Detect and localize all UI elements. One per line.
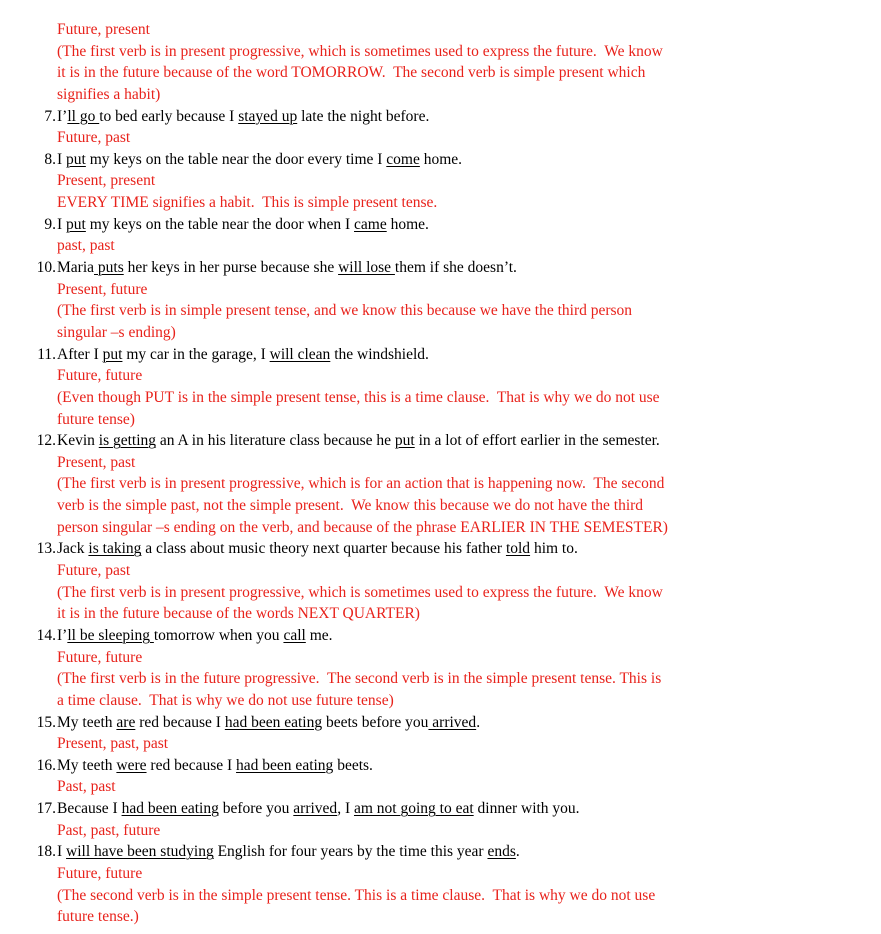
answer-text: Past, past, future [57, 821, 161, 839]
top-answer-block [0, 19, 881, 106]
sentence-text: in a lot of effort earlier in the semester. [414, 432, 660, 450]
explanation-line: it is in the future because of the words NEXT QUARTER) [57, 605, 420, 623]
item-number: 13. [36, 540, 56, 558]
sentence-text: red because I [146, 756, 237, 774]
exercise-sentence [0, 712, 881, 734]
underlined-verb: puts [94, 259, 124, 277]
underlined-verb: stayed up [238, 107, 298, 125]
exercise-sentence [0, 538, 881, 560]
explanation-line: person singular –s ending on the verb, and because of the phrase EARLIER IN THE SEMESTER) [57, 518, 668, 536]
exercise-sentence [0, 344, 881, 366]
answer-text: Present, present [57, 172, 156, 190]
answer-text: Present, past, past [57, 735, 169, 753]
exercise-sentence [0, 214, 881, 236]
answer-text: Present, past [57, 453, 136, 471]
sentence-text: Because I [57, 800, 122, 818]
explanation-line: (The first verb is in present progressive, which is for an action that is happening now. The second [57, 475, 665, 493]
item-number: 9. [44, 215, 56, 233]
sentence-text: I [57, 843, 67, 861]
sentence-text: red because I [135, 713, 225, 731]
exercise-item [0, 798, 881, 841]
sentence-text: my keys on the table near the door when I [85, 215, 355, 233]
explanation-line: (The first verb is in present progressive, which is sometimes used to express the future. We know [57, 42, 663, 60]
document-page [0, 19, 881, 928]
exercise-sentence [0, 149, 881, 171]
explanation-line: future tense.) [57, 908, 139, 926]
explanation-line: future tense) [57, 410, 135, 428]
sentence-text: a class about music theory next quarter because his father [141, 540, 506, 558]
sentence-text: My teeth [57, 756, 117, 774]
underlined-verb: put [394, 432, 415, 450]
sentence-text: dinner with you. [473, 800, 580, 818]
underlined-verb: call [283, 626, 306, 644]
exercise-item [0, 712, 881, 755]
underlined-verb: is getting [98, 432, 157, 450]
item-number: 15. [36, 713, 56, 731]
explanation-line: EVERY TIME signifies a habit. This is simple present tense. [57, 194, 438, 212]
sentence-text: My teeth [57, 713, 117, 731]
exercise-item [0, 841, 881, 928]
underlined-verb: will lose [338, 259, 395, 277]
sentence-text: them if she doesn’t. [394, 259, 517, 277]
answer-text: Future, present [57, 21, 150, 38]
underlined-verb: came [354, 215, 387, 233]
sentence-text: home. [419, 150, 463, 168]
answer-text: Future, future [57, 367, 143, 385]
sentence-text: me. [305, 626, 333, 644]
sentence-text: tomorrow when you [153, 626, 284, 644]
sentence-text: beets. [333, 756, 373, 774]
explanation-line: (The first verb is in simple present tense, and we know this because we have the third person [57, 302, 633, 320]
sentence-text: him to. [530, 540, 578, 558]
answer-text: Future, past [57, 129, 131, 147]
underlined-verb: come [386, 150, 420, 168]
sentence-text: before you [218, 800, 294, 818]
underlined-verb: told [505, 540, 531, 558]
underlined-verb: had been eating [236, 756, 334, 774]
exercise-sentence [0, 430, 881, 452]
sentence-text: her keys in her purse because she [123, 259, 339, 277]
exercise-item [0, 755, 881, 798]
sentence-text: to bed early because I [99, 107, 239, 125]
underlined-verb: am not going to eat [353, 800, 474, 818]
underlined-verb: had been eating [224, 713, 323, 731]
explanation-line: (The first verb is in the future progressive. The second verb is in the simple present tense. This is [57, 670, 662, 688]
item-number: 8. [44, 150, 56, 168]
sentence-text: I [57, 215, 67, 233]
exercise-sentence [0, 625, 881, 647]
exercise-sentence [0, 755, 881, 777]
answer-text: Future, past [57, 562, 131, 580]
sentence-text: Kevin [57, 432, 99, 450]
exercise-item [0, 625, 881, 712]
underlined-verb: ends [487, 843, 516, 861]
explanation-line: (The first verb is in present progressive, which is sometimes used to express the future. We know [57, 583, 663, 601]
underlined-verb: are [116, 713, 136, 731]
underlined-verb: had been eating [121, 800, 219, 818]
explanation-line: signifies a habit) [57, 85, 161, 103]
exercise-item [0, 149, 881, 214]
sentence-text: Jack [57, 540, 89, 558]
explanation-line: (The second verb is in the simple present tense. This is a time clause. That is why we do not use [57, 886, 656, 904]
sentence-text: . [476, 713, 481, 731]
exercise-sentence [0, 257, 881, 279]
exercise-sentence [0, 798, 881, 820]
underlined-verb: were [116, 756, 147, 774]
underlined-verb: arrived [428, 713, 477, 731]
underlined-verb: ll go [67, 107, 100, 125]
underlined-verb: arrived [293, 800, 338, 818]
exercise-sentence [0, 841, 881, 863]
sentence-text: I’ [57, 626, 68, 644]
underlined-verb: will have been studying [66, 843, 214, 861]
sentence-text: the windshield. [330, 345, 429, 363]
item-number: 17. [36, 800, 56, 818]
answer-text: past, past [57, 237, 115, 255]
exercise-item [0, 106, 881, 149]
underlined-verb: is taking [88, 540, 142, 558]
exercise-item [0, 257, 881, 344]
sentence-text: an A in his literature class because he [156, 432, 395, 450]
sentence-text: I’ [57, 107, 68, 125]
sentence-text: After I [57, 345, 103, 363]
explanation-line: (Even though PUT is in the simple present tense, this is a time clause. That is why we do not use [57, 388, 660, 406]
exercise-sentence [0, 106, 881, 128]
answer-text: Future, future [57, 648, 143, 666]
sentence-text: Maria [57, 259, 95, 277]
sentence-text: English for four years by the time this year [213, 843, 488, 861]
explanation-line: singular –s ending) [57, 323, 176, 341]
item-number: 12. [36, 432, 56, 450]
exercise-item [0, 214, 881, 257]
answer-text: Present, future [57, 280, 148, 298]
item-number: 18. [36, 843, 56, 861]
underlined-verb: put [102, 345, 123, 363]
sentence-text: late the night before. [297, 107, 430, 125]
underlined-verb: put [66, 215, 86, 233]
exercise-list [0, 106, 881, 928]
sentence-text: . [515, 843, 520, 861]
item-number: 7. [44, 107, 56, 125]
underlined-verb: ll be sleeping [67, 626, 154, 644]
item-number: 11. [37, 345, 56, 363]
sentence-text: my keys on the table near the door every time I [85, 150, 387, 168]
sentence-text: I [57, 150, 67, 168]
sentence-text: my car in the garage, I [122, 345, 270, 363]
item-number: 14. [36, 626, 56, 644]
explanation-line: it is in the future because of the word TOMORROW. The second verb is simple present which [57, 64, 646, 82]
underlined-verb: will clean [269, 345, 331, 363]
explanation-line: verb is the simple past, not the simple present. We know this because we do not have the third [57, 497, 644, 515]
item-number: 16. [36, 756, 56, 774]
sentence-text: beets before you [322, 713, 429, 731]
sentence-text: home. [386, 215, 429, 233]
answer-text: Future, future [57, 864, 143, 882]
exercise-item [0, 344, 881, 431]
underlined-verb: put [66, 150, 86, 168]
explanation-line: a time clause. That is why we do not use future tense) [57, 691, 394, 709]
answer-text: Past, past [57, 778, 116, 796]
sentence-text: , I [337, 800, 354, 818]
exercise-item [0, 430, 881, 538]
exercise-item [0, 538, 881, 625]
item-number: 10. [36, 259, 56, 277]
